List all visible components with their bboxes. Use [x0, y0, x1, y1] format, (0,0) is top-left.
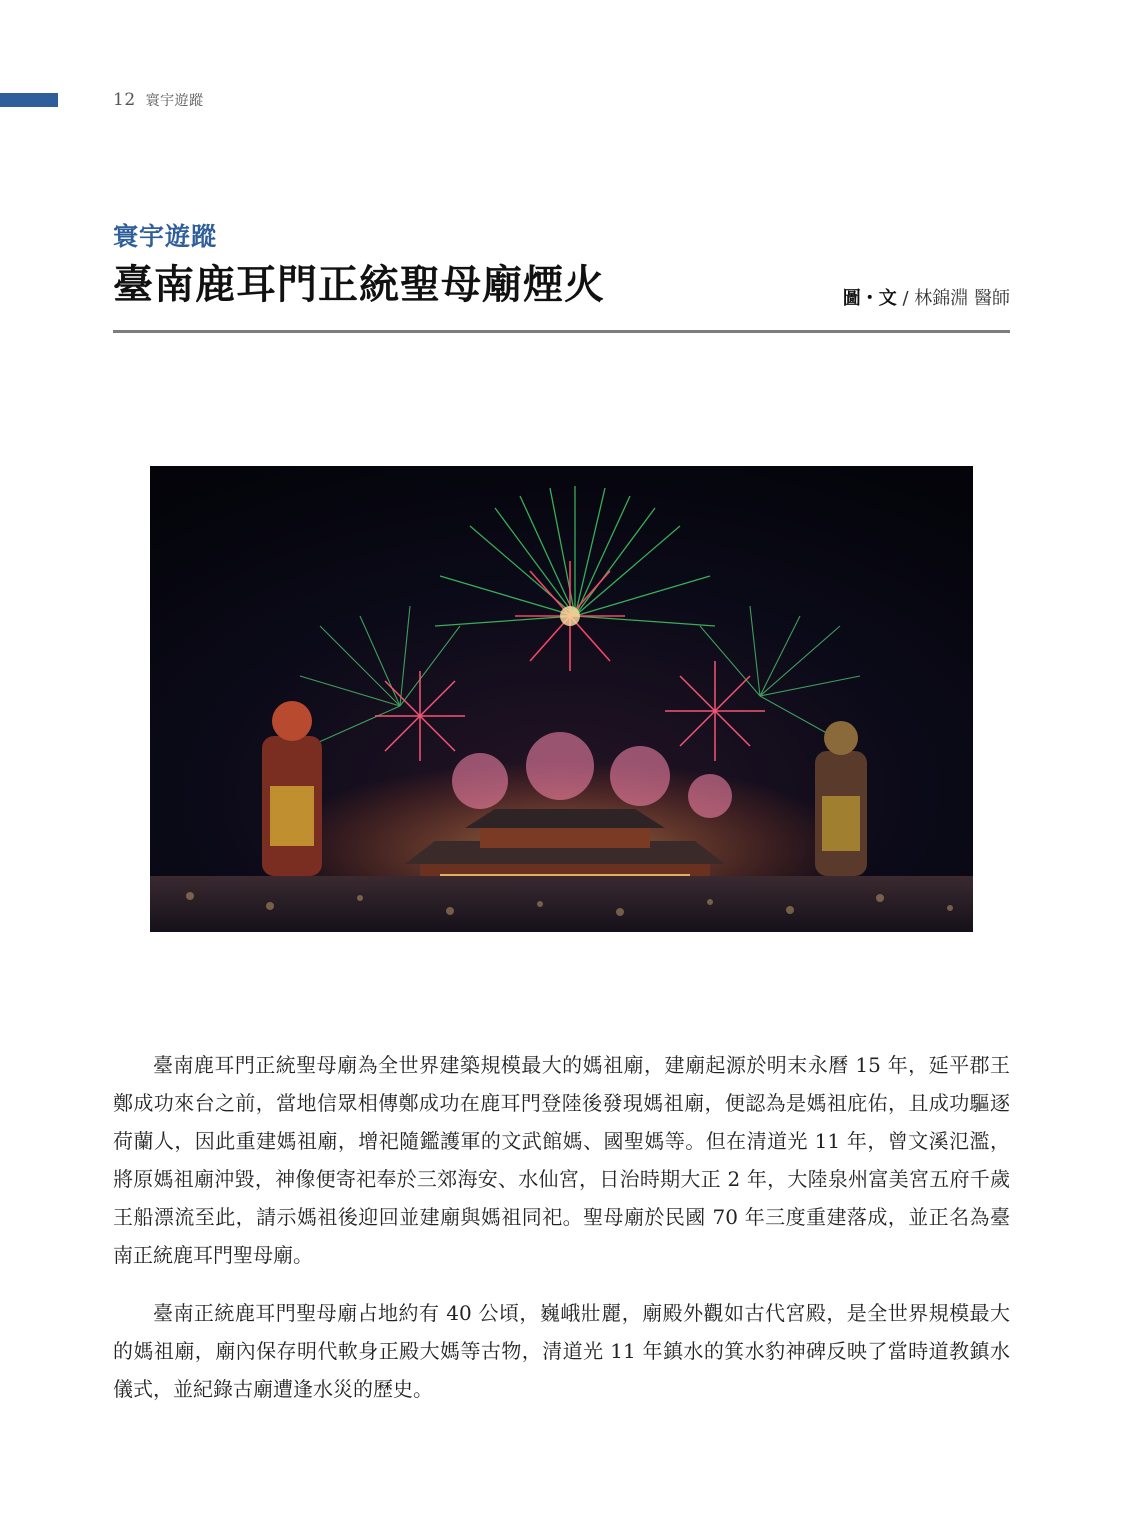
left-red-burst — [375, 671, 465, 761]
fireworks-temple-photo — [150, 466, 973, 932]
center-burst-core — [560, 606, 580, 626]
column-label: 寰宇遊蹤 — [113, 222, 218, 251]
page-accent-bar — [0, 93, 58, 107]
credit-separator: / — [902, 288, 915, 309]
credit-label: 圖・文 — [842, 288, 897, 309]
running-title: 寰宇遊蹤 — [145, 93, 204, 109]
article-title: 臺南鹿耳門正統聖母廟煙火 — [113, 262, 605, 308]
paragraph: 臺南正統鹿耳門聖母廟占地約有 40 公頃，巍峨壯麗，廟殿外觀如古代宮殿，是全世界規模最大的媽祖廟，廟內保存明代軟身正殿大媽等古物，清道光 11 年鎮水的箕水豹神碑反映了當時道教鎮水儀式，並紀錄古廟遭逢水災的歷史。 — [113, 1301, 1010, 1401]
byline — [843, 284, 1010, 310]
running-header — [113, 90, 204, 110]
author-name: 林錦淵 醫師 — [914, 288, 1010, 309]
right-red-burst — [665, 661, 765, 761]
page-number: 12 — [113, 90, 136, 110]
title-divider — [113, 330, 1010, 333]
article-body — [113, 1046, 1010, 1428]
paragraph: 臺南鹿耳門正統聖母廟為全世界建築規模最大的媽祖廟，建廟起源於明末永曆 15 年，延平郡王鄭成功來台之前，當地信眾相傳鄭成功在鹿耳門登陸後發現媽祖廟，便認為是媽祖庇佑，且成功驅逐荷蘭人，因此重建媽祖廟，增祀隨鑑護軍的文武館媽、國聖媽等。但在清道光 11 年，曾文溪氾濫，將原媽祖廟沖毀，神像便寄祀奉於三郊海安、水仙宮，日治時期大正 2 年，大陸泉州富美宮五府千歲王船漂流至此，請示媽祖後迎回並建廟與媽祖同祀。聖母廟於民國 70 年三度重建落成，並正名為臺南正統鹿耳門聖母廟。 — [113, 1053, 1010, 1267]
